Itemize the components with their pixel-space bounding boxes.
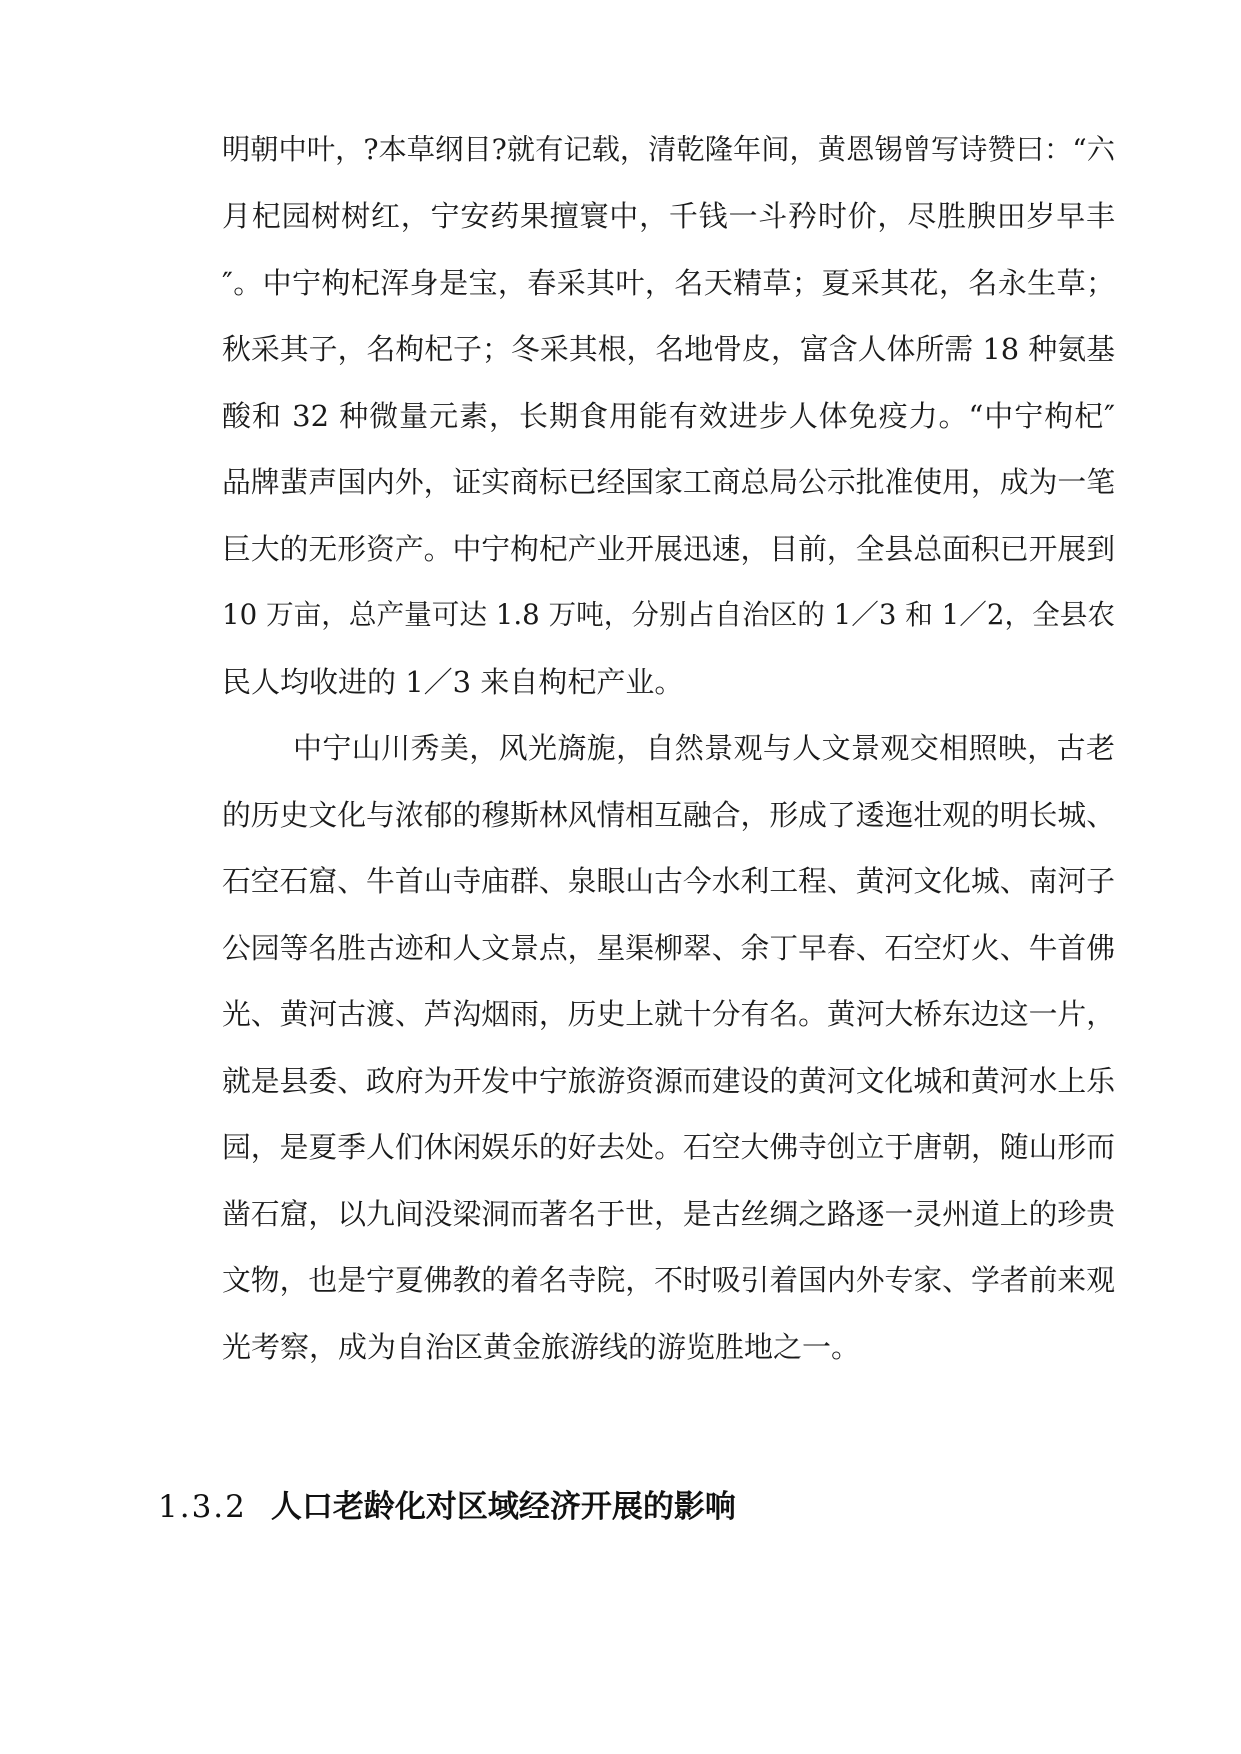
paragraph-line: 光、黄河古渡、芦沟烟雨，历史上就十分有名。黄河大桥东边这一片， — [222, 997, 1115, 1031]
paragraph-line: 秋采其子，名枸杞子；冬采其根，名地骨皮，富含人体所需 18 种氨基 — [222, 332, 1115, 366]
paragraph-line: 公园等名胜古迹和人文景点，星渠柳翠、余丁早春、石空灯火、牛首佛 — [222, 931, 1115, 965]
paragraph-line: 月杞园树树红，宁安药果擅寰中，千钱一斗矜时价，尽胜腴田岁早丰 — [222, 199, 1115, 233]
paragraph-line: 中宁山川秀美，风光旖旎，自然景观与人文景观交相照映，古老 — [293, 731, 1115, 765]
paragraph-line: 民人均收进的 1／3 来自枸杞产业。 — [222, 665, 684, 699]
paragraph-line: 园，是夏季人们休闲娱乐的好去处。石空大佛寺创立于唐朝，随山形而 — [222, 1130, 1115, 1164]
paragraph-line: 品牌蜚声国内外，证实商标已经国家工商总局公示批准使用，成为一笔 — [222, 465, 1115, 499]
paragraph-line: 的历史文化与浓郁的穆斯林风情相互融合，形成了逶迤壮观的明长城、 — [222, 798, 1115, 832]
paragraph-line: 光考察，成为自治区黄金旅游线的游览胜地之一。 — [222, 1330, 861, 1364]
section-number: 1.3.2 — [158, 1489, 247, 1525]
paragraph-line: 巨大的无形资产。中宁枸杞产业开展迅速，目前，全县总面积已开展到 — [222, 532, 1115, 566]
paragraph-line: 酸和 32 种微量元素，长期食用能有效进步人体免疫力。“中宁枸杞″ — [222, 399, 1115, 433]
paragraph-line: 10 万亩，总产量可达 1.8 万吨，分别占自治区的 1／3 和 1／2，全县农 — [222, 598, 1115, 631]
section-title: 人口老龄化对区域经济开展的影响 — [270, 1489, 736, 1525]
paragraph-line: 就是县委、政府为开发中宁旅游资源而建设的黄河文化城和黄河水上乐 — [222, 1064, 1115, 1098]
paragraph-line: 明朝中叶，?本草纲目?就有记载，清乾隆年间，黄恩锡曾写诗赞曰：“六 — [222, 133, 1115, 166]
paragraph-line: 文物，也是宁夏佛教的着名寺院，不时吸引着国内外专家、学者前来观 — [222, 1263, 1115, 1297]
paragraph-line: 石空石窟、牛首山寺庙群、泉眼山古今水利工程、黄河文化城、南河子 — [222, 864, 1115, 898]
paragraph-line: ″。中宁枸杞浑身是宝，春采其叶，名天精草；夏采其花，名永生草； — [222, 266, 1115, 300]
section-heading — [158, 1481, 736, 1533]
paragraph-line: 凿石窟，以九间没梁洞而著名于世，是古丝绸之路逐一灵州道上的珍贵 — [222, 1197, 1115, 1231]
